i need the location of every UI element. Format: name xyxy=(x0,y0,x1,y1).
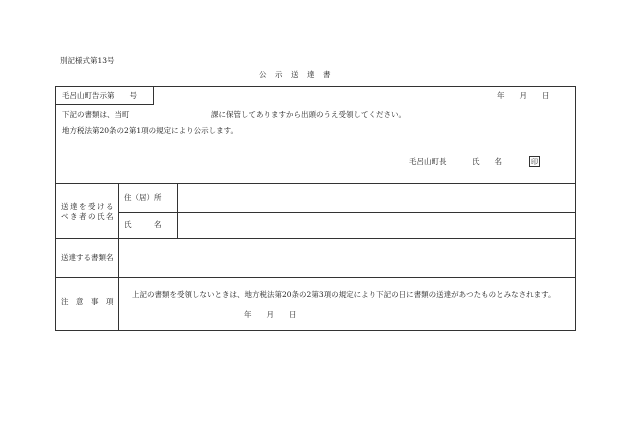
document-label: 送達する書類名 xyxy=(61,253,114,262)
label-column-divider xyxy=(118,183,119,331)
notice-date: 年 月 日 xyxy=(497,91,550,100)
form-id: 別記様式第13号 xyxy=(60,56,115,65)
notice-text-part2: 課に保管してありますから出頭のうえ受領してください。 xyxy=(211,110,406,119)
notes-date: 年 月 日 xyxy=(244,310,297,319)
name-label: 氏 名 xyxy=(124,220,162,229)
notice-text-part1: 下記の書類は、当町 xyxy=(62,110,130,119)
document-field[interactable] xyxy=(124,254,571,264)
sub-label-divider xyxy=(177,183,178,238)
notes-label: 注 意 事 項 xyxy=(61,297,114,306)
name-field[interactable] xyxy=(183,221,571,231)
notes-text: 上記の書類を受領しないときは、地方税法第20条の2第3項の規定により下記の日に書類の送達があつたものとみなされます。 xyxy=(132,290,556,299)
notice-law-text: 地方税法第20条の2第1項の規定により公示します。 xyxy=(62,126,238,135)
divider-document xyxy=(55,277,576,278)
divider-notice xyxy=(55,183,576,184)
divider-recipient xyxy=(55,238,576,239)
signer-name-label: 氏 名 xyxy=(472,157,502,166)
recipient-label-line1: 送達を受ける xyxy=(61,202,115,211)
recipient-label-line2: べき者の氏名 xyxy=(61,212,115,221)
seal-box: 印 xyxy=(531,158,538,166)
signer-title: 毛呂山町長 xyxy=(409,157,447,166)
address-label: 住（居）所 xyxy=(124,193,162,202)
address-field[interactable] xyxy=(183,194,571,204)
page-title: 公 示 送 達 書 xyxy=(259,70,331,79)
notice-number: 毛呂山町告示第 号 xyxy=(62,91,137,100)
divider-address-name xyxy=(118,212,576,213)
